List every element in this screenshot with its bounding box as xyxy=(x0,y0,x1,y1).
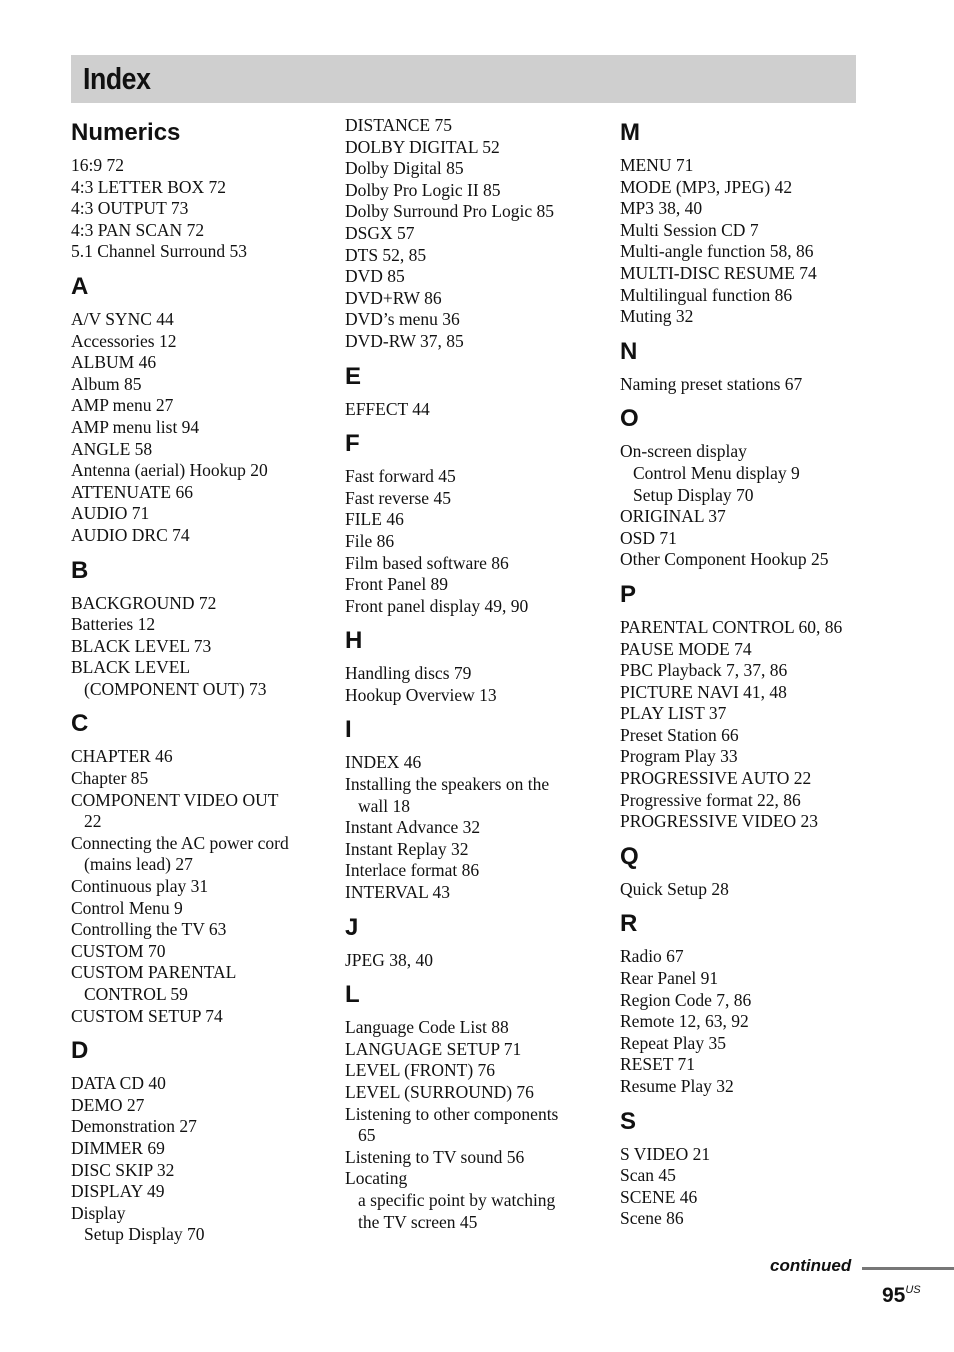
index-section xyxy=(345,362,600,421)
index-entry: PROGRESSIVE VIDEO 23 xyxy=(620,811,819,832)
index-entry: Connecting the AC power cord xyxy=(71,832,289,853)
index-entry: Quick Setup 28 xyxy=(620,878,729,899)
index-entry: On-screen display xyxy=(620,441,747,462)
index-entry: Preset Station 66 xyxy=(620,724,739,745)
section-heading: L xyxy=(345,981,360,1009)
index-entry: Progressive format 22, 86 xyxy=(620,789,801,810)
index-entry: SCENE 46 xyxy=(620,1186,698,1207)
page-number-value: 95 xyxy=(882,1284,906,1307)
index-section xyxy=(345,115,600,353)
index-entry: Listening to other components xyxy=(345,1103,559,1124)
index-entry: the TV screen 45 xyxy=(358,1211,478,1232)
index-entry: 5.1 Channel Surround 53 xyxy=(71,241,247,262)
section-heading: S xyxy=(620,1107,637,1135)
index-entry: Front Panel 89 xyxy=(345,574,449,595)
index-entry: Setup Display 70 xyxy=(633,484,754,505)
index-entry: Dolby Surround Pro Logic 85 xyxy=(345,201,555,222)
index-entry: BLACK LEVEL xyxy=(71,657,191,678)
index-entry: Chapter 85 xyxy=(71,768,149,789)
index-entry: CUSTOM PARENTAL xyxy=(71,962,237,983)
index-entry: RESET 71 xyxy=(620,1054,696,1075)
index-entry: Listening to TV sound 56 xyxy=(345,1146,525,1167)
index-entry: MENU 71 xyxy=(620,155,694,175)
continued-rule xyxy=(862,1267,954,1270)
index-entry: 65 xyxy=(358,1125,376,1146)
index-entry: Album 85 xyxy=(71,373,142,394)
section-heading: H xyxy=(345,627,363,655)
index-title-bar xyxy=(71,55,856,103)
index-entry: S VIDEO 21 xyxy=(620,1143,711,1164)
index-entry: Rear Panel 91 xyxy=(620,968,719,989)
index-entry: wall 18 xyxy=(358,795,411,816)
index-entry: EFFECT 44 xyxy=(345,398,430,419)
index-entry: ATTENUATE 66 xyxy=(71,481,193,502)
index-entry: Instant Replay 32 xyxy=(345,838,469,859)
index-entry: DVD-RW 37, 85 xyxy=(345,330,464,351)
index-entry: PAUSE MODE 74 xyxy=(620,638,752,659)
index-entry: AMP menu 27 xyxy=(71,395,174,416)
section-heading: C xyxy=(71,710,89,738)
index-entry: Controlling the TV 63 xyxy=(71,919,227,940)
index-entry: DVD 85 xyxy=(345,266,405,287)
index-entry: Dolby Digital 85 xyxy=(345,158,464,179)
index-column-1 xyxy=(71,118,326,1255)
index-column-3 xyxy=(620,118,875,1239)
index-entry: ALBUM 46 xyxy=(71,352,157,373)
index-entry: Setup Display 70 xyxy=(84,1224,205,1245)
index-entry: Control Menu display 9 xyxy=(633,462,800,483)
index-section xyxy=(620,580,875,833)
section-heading: R xyxy=(620,910,638,938)
index-entry: Batteries 12 xyxy=(71,614,156,635)
index-entry: File 86 xyxy=(345,530,395,551)
index-section xyxy=(345,913,600,972)
index-entry: CHAPTER 46 xyxy=(71,746,173,767)
continued-label: continued xyxy=(770,1256,852,1275)
index-section xyxy=(345,429,600,617)
section-heading: E xyxy=(345,362,362,390)
index-entry: COMPONENT VIDEO OUT xyxy=(71,789,279,810)
index-entry: Muting 32 xyxy=(620,306,694,327)
index-entry: DISPLAY 49 xyxy=(71,1181,165,1202)
index-entry: Handling discs 79 xyxy=(345,663,472,684)
index-entry: Resume Play 32 xyxy=(620,1076,734,1096)
index-section xyxy=(71,709,326,1027)
index-entry: AUDIO 71 xyxy=(71,503,150,524)
index-entry: Program Play 33 xyxy=(620,746,738,767)
index-entry: 4:3 OUTPUT 73 xyxy=(71,198,189,219)
index-section xyxy=(71,272,326,547)
index-entry: AMP menu list 94 xyxy=(71,416,200,437)
index-section xyxy=(620,404,875,571)
index-section xyxy=(345,715,600,903)
index-entry: Scene 86 xyxy=(620,1208,684,1229)
index-entry: Fast forward 45 xyxy=(345,466,456,487)
section-heading: J xyxy=(345,913,359,941)
index-entry: Control Menu 9 xyxy=(71,897,183,918)
index-section xyxy=(620,842,875,901)
index-section xyxy=(620,1107,875,1230)
index-entry: INDEX 46 xyxy=(345,752,422,773)
index-entry: AUDIO DRC 74 xyxy=(71,524,190,545)
index-entry: CONTROL 59 xyxy=(84,984,188,1004)
index-entry: Dolby Pro Logic II 85 xyxy=(345,179,501,200)
index-entry: LEVEL (FRONT) 76 xyxy=(345,1060,496,1081)
index-entry: PROGRESSIVE AUTO 22 xyxy=(620,768,812,789)
section-heading: D xyxy=(71,1037,89,1065)
index-entry: MULTI-DISC RESUME 74 xyxy=(620,262,817,283)
index-entry: (mains lead) 27 xyxy=(84,854,193,875)
index-entry: PBC Playback 7, 37, 86 xyxy=(620,660,788,681)
index-entry: DIMMER 69 xyxy=(71,1137,165,1158)
section-heading: Numerics xyxy=(71,119,181,146)
index-entry: Scan 45 xyxy=(620,1165,676,1186)
index-entry: INTERVAL 43 xyxy=(345,882,451,903)
index-entry: Film based software 86 xyxy=(345,552,509,573)
index-entry: a specific point by watching xyxy=(358,1189,556,1210)
index-entry: 4:3 PAN SCAN 72 xyxy=(71,219,205,240)
index-entry: Interlace format 86 xyxy=(345,860,480,881)
index-entry: Repeat Play 35 xyxy=(620,1032,726,1053)
index-entry: Region Code 7, 86 xyxy=(620,989,752,1010)
section-heading: P xyxy=(620,580,637,608)
index-entry: DEMO 27 xyxy=(71,1094,145,1115)
index-entry: Multilingual function 86 xyxy=(620,284,793,305)
index-entry: Continuous play 31 xyxy=(71,876,209,897)
index-entry: Instant Advance 32 xyxy=(345,817,481,838)
index-entry: PLAY LIST 37 xyxy=(620,703,727,724)
index-section xyxy=(620,909,875,1097)
index-entry: Locating xyxy=(345,1168,408,1189)
index-entry: Radio 67 xyxy=(620,946,684,967)
index-entry: BLACK LEVEL 73 xyxy=(71,635,212,656)
index-entry: FILE 46 xyxy=(345,509,404,530)
index-entry: DATA CD 40 xyxy=(71,1073,166,1094)
index-section xyxy=(71,1036,326,1246)
index-entry: A/V SYNC 44 xyxy=(71,308,174,329)
index-entry: ANGLE 58 xyxy=(71,438,153,459)
index-entry: OSD 71 xyxy=(620,527,677,548)
index-entry: LANGUAGE SETUP 71 xyxy=(345,1038,522,1059)
index-section xyxy=(345,980,600,1233)
index-section xyxy=(71,118,326,263)
page-number xyxy=(882,1284,921,1308)
index-entry: DISTANCE 75 xyxy=(345,115,452,135)
section-heading: M xyxy=(620,119,640,146)
index-entry: Front panel display 49, 90 xyxy=(345,595,529,616)
index-entry: Hookup Overview 13 xyxy=(345,684,497,705)
page-number-suffix: US xyxy=(905,1284,921,1296)
index-entry: LEVEL (SURROUND) 76 xyxy=(345,1082,534,1102)
section-heading: I xyxy=(345,716,352,744)
section-heading: O xyxy=(620,405,639,433)
section-heading: N xyxy=(620,337,638,365)
index-entry: BACKGROUND 72 xyxy=(71,592,217,613)
index-entry: PARENTAL CONTROL 60, 86 xyxy=(620,616,843,637)
index-entry: Remote 12, 63, 92 xyxy=(620,1011,749,1032)
index-entry: Accessories 12 xyxy=(71,330,177,351)
index-entry: DVD+RW 86 xyxy=(345,287,442,308)
section-heading: B xyxy=(71,556,89,584)
index-entry: Multi-angle function 58, 86 xyxy=(620,241,814,262)
index-entry: JPEG 38, 40 xyxy=(345,949,433,970)
index-entry: Fast reverse 45 xyxy=(345,487,451,508)
index-entry: DISC SKIP 32 xyxy=(71,1159,175,1180)
index-entry: Language Code List 88 xyxy=(345,1017,509,1038)
index-section xyxy=(345,626,600,706)
index-entry: PICTURE NAVI 41, 48 xyxy=(620,681,787,702)
section-heading: F xyxy=(345,430,360,458)
index-entry: DVD’s menu 36 xyxy=(345,309,460,330)
index-entry: Multi Session CD 7 xyxy=(620,219,759,240)
index-entry: MODE (MP3, JPEG) 42 xyxy=(620,176,793,197)
index-entry: DOLBY DIGITAL 52 xyxy=(345,136,500,157)
index-entry: Naming preset stations 67 xyxy=(620,373,803,394)
index-entry: Display xyxy=(71,1202,126,1223)
index-section xyxy=(620,337,875,396)
index-entry: CUSTOM 70 xyxy=(71,940,166,961)
index-entry: Installing the speakers on the xyxy=(345,774,550,795)
index-entry: Demonstration 27 xyxy=(71,1116,197,1137)
index-entry: ORIGINAL 37 xyxy=(620,506,726,527)
page-title: Index xyxy=(83,61,151,96)
index-entry: CUSTOM SETUP 74 xyxy=(71,1005,223,1026)
index-entry: MP3 38, 40 xyxy=(620,198,703,219)
index-section xyxy=(71,556,326,701)
index-column-2 xyxy=(345,115,600,1242)
index-section xyxy=(620,118,875,328)
section-heading: Q xyxy=(620,842,639,870)
index-entry: Antenna (aerial) Hookup 20 xyxy=(71,460,268,481)
index-entry: 4:3 LETTER BOX 72 xyxy=(71,176,227,197)
index-entry: DTS 52, 85 xyxy=(345,244,427,265)
index-entry: Other Component Hookup 25 xyxy=(620,549,829,570)
index-entry: DSGX 57 xyxy=(345,222,415,243)
index-entry: 16:9 72 xyxy=(71,155,124,175)
index-entry: (COMPONENT OUT) 73 xyxy=(84,678,267,699)
index-entry: 22 xyxy=(84,811,102,832)
section-heading: A xyxy=(71,272,89,300)
